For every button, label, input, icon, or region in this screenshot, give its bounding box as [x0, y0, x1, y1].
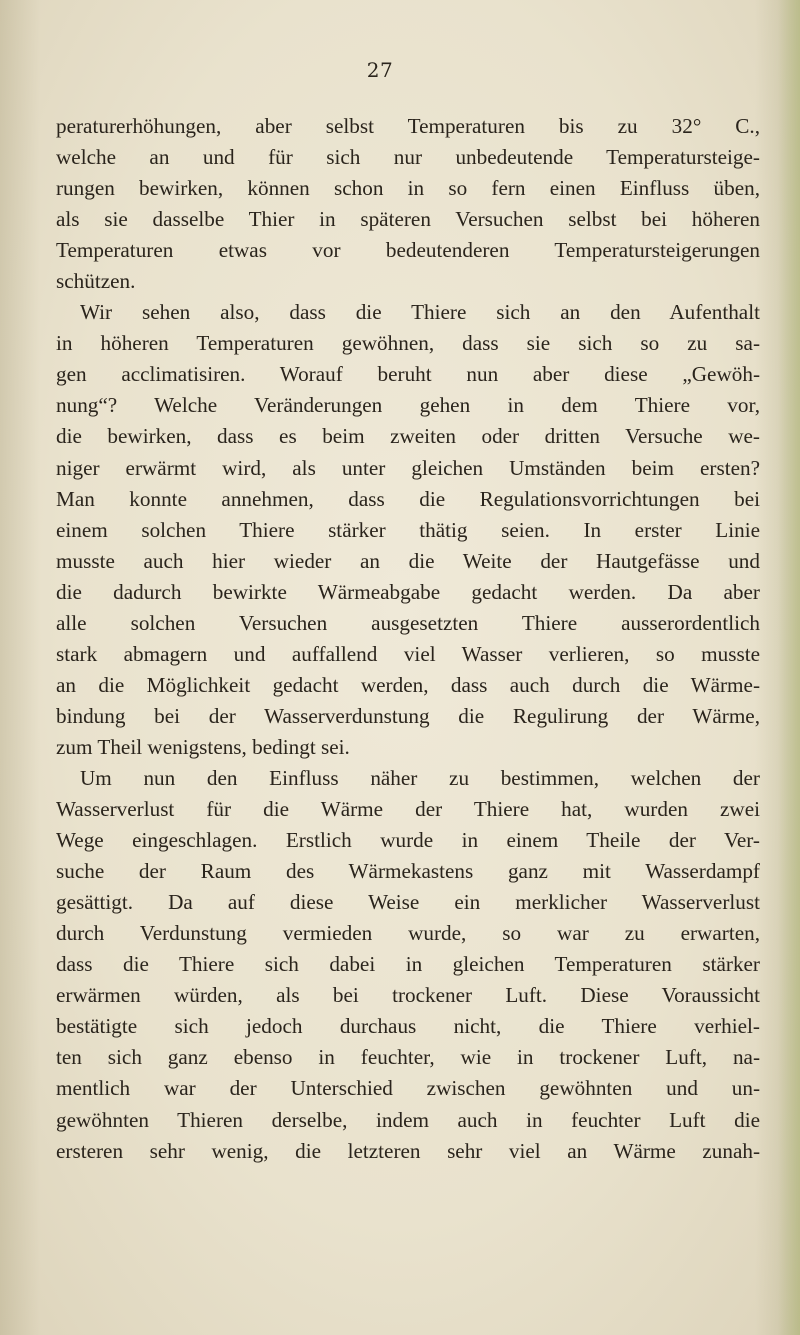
text-line: Um nun den Einfluss näher zu bestimmen, welchen der [80, 765, 760, 790]
text-line: durch Verdunstung vermieden wurde, so war zu erwarten, [56, 921, 760, 946]
text-line: bindung bei der Wasserverdunstung die Regulirung der Wärme, [56, 703, 760, 728]
text-line: ersteren sehr wenig, die letzteren sehr viel an Wärme zunah- [56, 1138, 760, 1163]
text-line: stark abmagern und auffallend viel Wasser verlieren, so musste [56, 641, 760, 666]
text-line: Wir sehen also, dass die Thiere sich an den Aufenthalt [80, 300, 760, 325]
text-line: Man konnte annehmen, dass die Regulationsvorrichtungen bei [56, 486, 760, 511]
text-line: dass die Thiere sich dabei in gleichen Temperaturen stärker [56, 952, 760, 977]
text-line: einem solchen Thiere stärker thätig seien. In erster Linie [56, 517, 760, 542]
text-line: bestätigte sich jedoch durchaus nicht, die Thiere verhiel- [56, 1014, 760, 1039]
text-line: an die Möglichkeit gedacht werden, dass auch durch die Wärme- [56, 672, 760, 697]
body-text [56, 111, 760, 1167]
text-line: schützen. [56, 269, 136, 294]
text-line: gen acclimatisiren. Worauf beruht nun aber diese „Gewöh- [56, 362, 760, 387]
page-edge-shadow [778, 0, 800, 1335]
page-number: 27 [366, 58, 394, 82]
text-line: niger erwärmt wird, als unter gleichen Umständen beim ersten? [56, 455, 760, 480]
text-line: erwärmen würden, als bei trockener Luft. Diese Voraussicht [56, 983, 760, 1008]
text-line: zum Theil wenigstens, bedingt sei. [56, 734, 350, 759]
text-line: Temperaturen etwas vor bedeutenderen Temperatursteigerungen [56, 238, 760, 263]
text-line: in höheren Temperaturen gewöhnen, dass sie sich so zu sa- [56, 331, 760, 356]
text-line: die dadurch bewirkte Wärmeabgabe gedacht werden. Da aber [56, 579, 760, 604]
text-line: welche an und für sich nur unbedeutende Temperatursteige- [56, 145, 760, 170]
text-line: rungen bewirken, können schon in so fern einen Einfluss üben, [56, 176, 760, 201]
text-line: Wege eingeschlagen. Erstlich wurde in einem Theile der Ver- [56, 828, 760, 853]
text-line: alle solchen Versuchen ausgesetzten Thiere ausserordentlich [56, 610, 760, 635]
text-line: die bewirken, dass es beim zweiten oder dritten Versuche we- [56, 424, 760, 449]
text-line: ten sich ganz ebenso in feuchter, wie in trockener Luft, na- [56, 1045, 760, 1070]
text-line: musste auch hier wieder an die Weite der Hautgefässe und [56, 548, 760, 573]
text-line: Wasserverlust für die Wärme der Thiere hat, wurden zwei [56, 797, 760, 822]
text-line: peraturerhöhungen, aber selbst Temperaturen bis zu 32° C., [56, 114, 760, 138]
text-line: suche der Raum des Wärmekastens ganz mit Wasserdampf [56, 859, 760, 884]
text-line: gesättigt. Da auf diese Weise ein merklicher Wasserverlust [56, 890, 760, 915]
text-line: nung“? Welche Veränderungen gehen in dem Thiere vor, [56, 393, 760, 418]
text-line: mentlich war der Unterschied zwischen gewöhnten und un- [56, 1076, 760, 1101]
text-line: als sie dasselbe Thier in späteren Versuchen selbst bei höheren [56, 207, 760, 232]
text-line: gewöhnten Thieren derselbe, indem auch in feuchter Luft die [56, 1107, 760, 1132]
